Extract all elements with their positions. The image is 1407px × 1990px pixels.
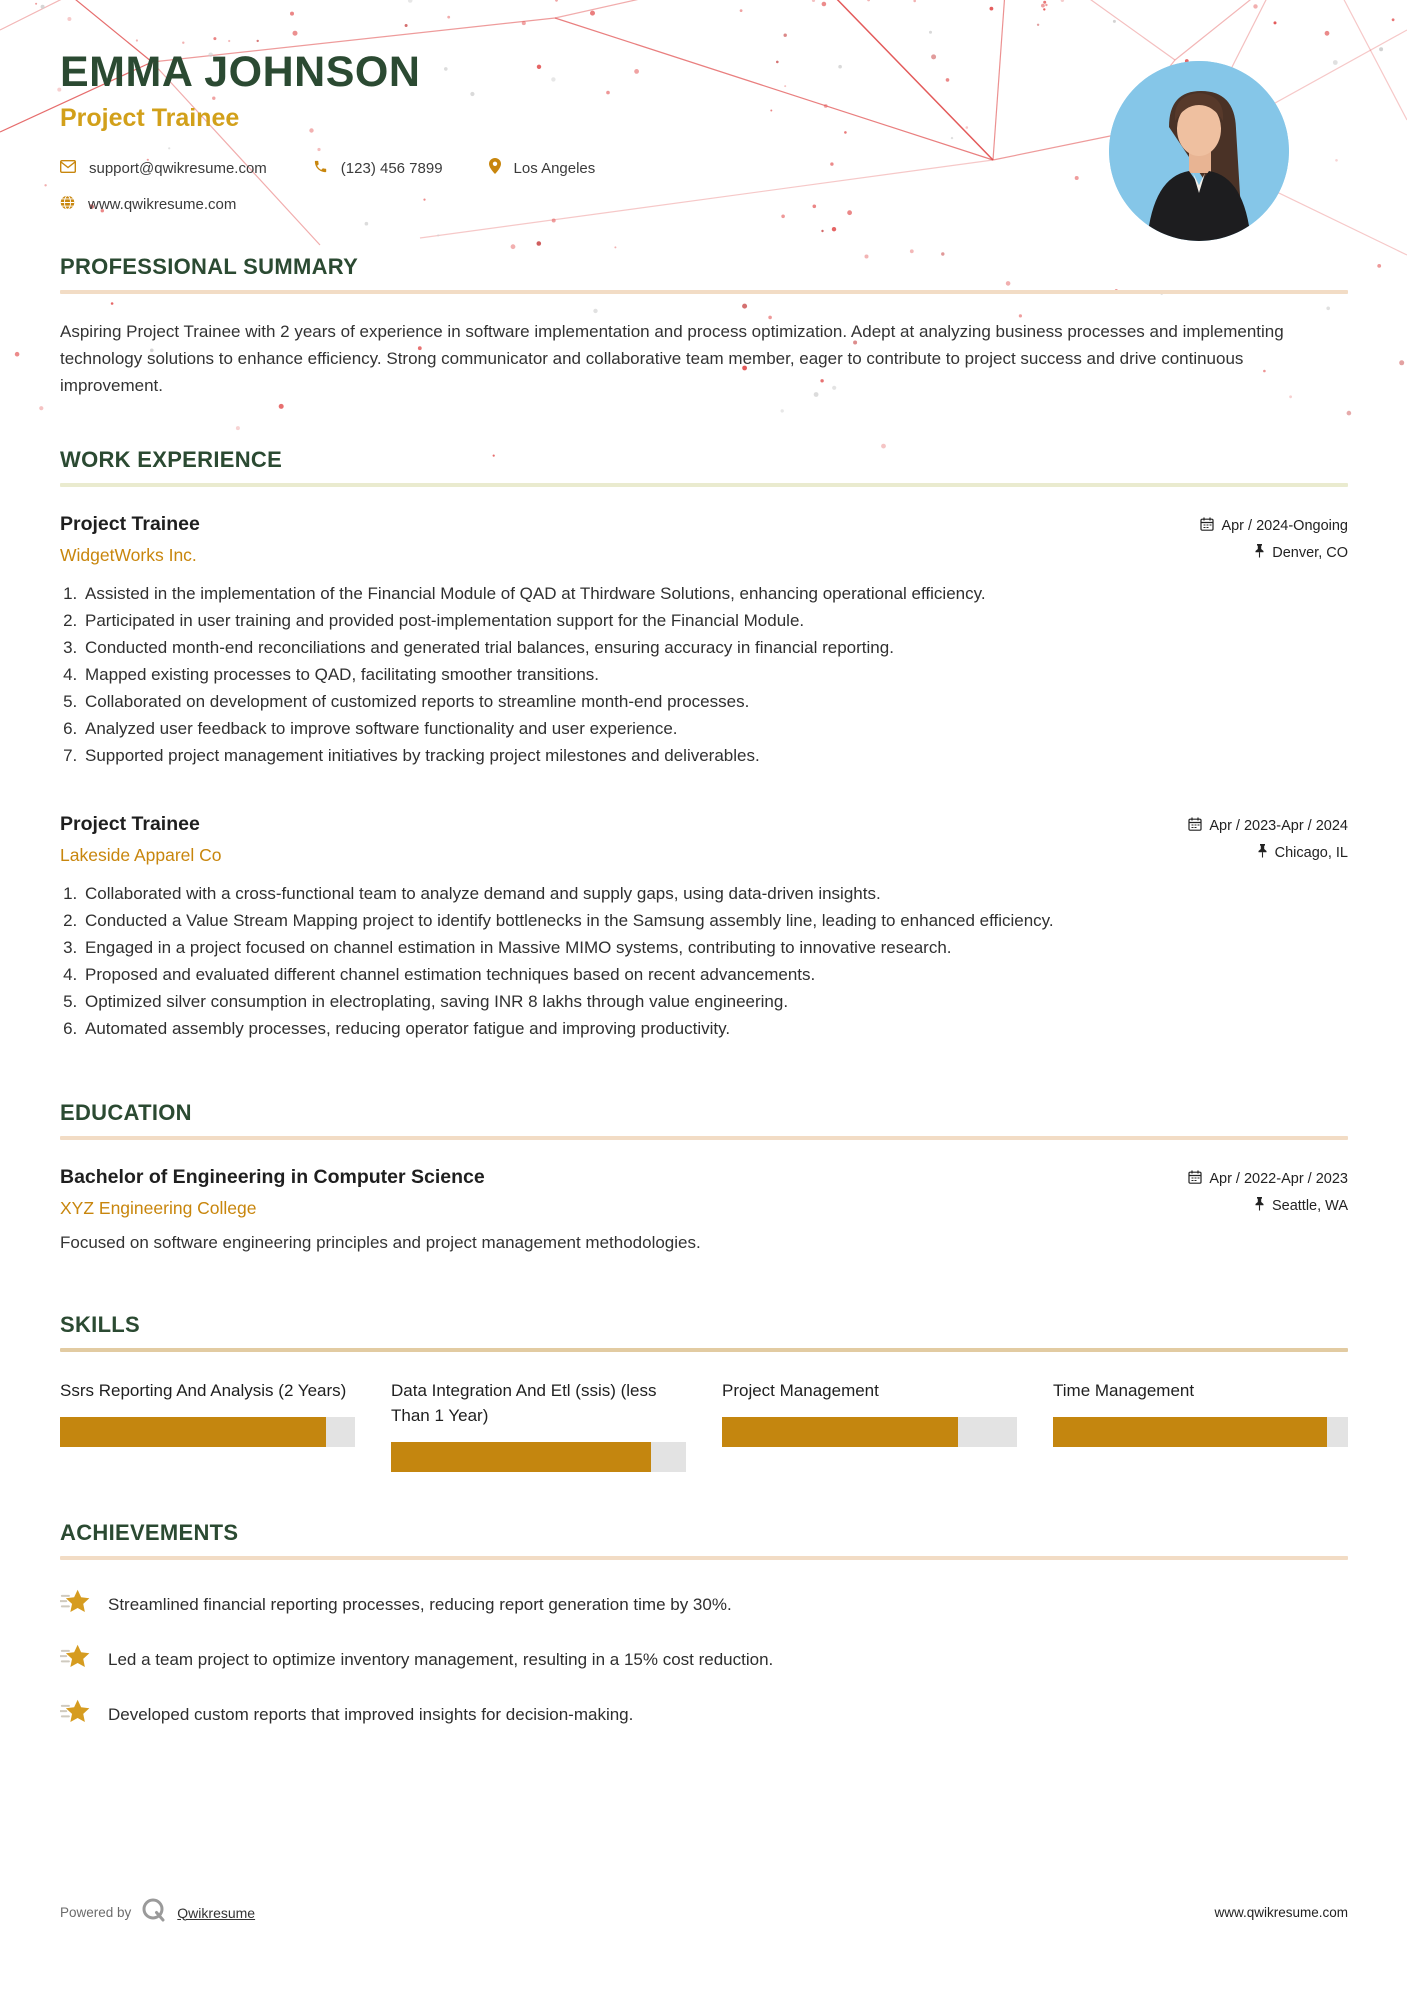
skills-grid bbox=[60, 1378, 1348, 1472]
education-entry bbox=[60, 1166, 1348, 1256]
job-bullet: 2. Conducted a Value Stream Mapping project to identify bottlenecks in the Samsung assembly line, leading to enhanced efficiency. bbox=[82, 907, 1348, 934]
job-title-block bbox=[60, 513, 200, 566]
star-icon bbox=[60, 1588, 90, 1621]
education-location-text: Seattle, WA bbox=[1271, 1198, 1348, 1215]
job-entry bbox=[60, 513, 1348, 769]
job-bullet: 1. Collaborated with a cross-functional team to analyze demand and supply gaps, using data-driven insights. bbox=[82, 880, 1348, 907]
footer bbox=[60, 1897, 1348, 1928]
job-title-block bbox=[60, 813, 222, 866]
skill-progress-fill bbox=[1053, 1417, 1327, 1447]
contact-location bbox=[489, 158, 596, 178]
job-header bbox=[60, 813, 1348, 866]
achievement-text: Led a team project to optimize inventory management, resulting in a 15% cost reduction. bbox=[108, 1649, 774, 1669]
achievement-item bbox=[60, 1698, 1348, 1731]
envelope-icon bbox=[60, 160, 76, 177]
phone-icon bbox=[313, 159, 328, 178]
person-name: EMMA JOHNSON bbox=[60, 48, 421, 96]
job-bullet: 5. Collaborated on development of customized reports to streamline month-end processes. bbox=[82, 688, 1348, 715]
qwikresume-logo-icon bbox=[141, 1897, 167, 1928]
job-bullet-list bbox=[60, 580, 1348, 769]
star-icon bbox=[60, 1698, 90, 1731]
section-heading: EDUCATION bbox=[60, 1100, 192, 1126]
job-bullet: 6. Automated assembly processes, reducing operator fatigue and improving productivity. bbox=[82, 1015, 1348, 1042]
job-location bbox=[1257, 844, 1348, 862]
avatar bbox=[1109, 61, 1289, 241]
section-professional-summary bbox=[60, 254, 1348, 399]
section-divider bbox=[60, 1556, 1348, 1560]
section-divider bbox=[60, 1136, 1348, 1140]
footer-branding bbox=[60, 1897, 255, 1928]
skill-label: Data Integration And Etl (ssis) (less Than 1 Year) bbox=[391, 1381, 657, 1426]
qwikresume-link[interactable]: Qwikresume bbox=[177, 1904, 256, 1921]
location-pin-icon bbox=[489, 158, 501, 178]
contact-email-text: support@qwikresume.com bbox=[89, 159, 267, 177]
company-name: WidgetWorks Inc. bbox=[60, 545, 197, 566]
calendar-icon bbox=[1200, 517, 1214, 535]
skill-progress-fill bbox=[722, 1417, 958, 1447]
job-date-text: Apr / 2023-Apr / 2024 bbox=[1209, 818, 1348, 835]
job-location-text: Denver, CO bbox=[1272, 545, 1348, 562]
skill-item bbox=[722, 1378, 1017, 1447]
skill-progress-track bbox=[722, 1417, 1017, 1447]
achievement-text: Streamlined financial reporting processes, reducing report generation time by 30%. bbox=[108, 1594, 732, 1614]
contact-phone bbox=[313, 159, 443, 178]
skill-label: Ssrs Reporting And Analysis (2 Years) bbox=[60, 1381, 347, 1401]
job-meta bbox=[1200, 513, 1348, 562]
section-divider bbox=[60, 483, 1348, 487]
person-job-title: Project Trainee bbox=[60, 104, 240, 133]
calendar-icon bbox=[1188, 1170, 1202, 1188]
job-entry bbox=[60, 813, 1348, 1042]
pushpin-icon bbox=[1254, 1197, 1265, 1215]
achievement-item bbox=[60, 1588, 1348, 1621]
footer-website: www.qwikresume.com bbox=[1214, 1905, 1348, 1920]
skill-progress-fill bbox=[391, 1442, 651, 1472]
job-dates bbox=[1200, 517, 1348, 535]
education-location bbox=[1254, 1197, 1348, 1215]
job-location bbox=[1254, 544, 1348, 562]
skill-label: Project Management bbox=[722, 1381, 879, 1401]
section-work-experience bbox=[60, 447, 1348, 1042]
achievement-list bbox=[60, 1588, 1348, 1731]
job-date-text: Apr / 2024-Ongoing bbox=[1221, 518, 1348, 535]
job-bullet: 3. Conducted month-end reconciliations and generated trial balances, ensuring accuracy in financial reporting. bbox=[82, 634, 1348, 661]
school-name: XYZ Engineering College bbox=[60, 1198, 257, 1219]
pushpin-icon bbox=[1254, 544, 1265, 562]
contact-location-text: Los Angeles bbox=[513, 159, 596, 177]
job-location-text: Chicago, IL bbox=[1274, 845, 1348, 862]
calendar-icon bbox=[1188, 817, 1202, 835]
skill-progress-track bbox=[391, 1442, 686, 1472]
section-heading: WORK EXPERIENCE bbox=[60, 447, 283, 473]
education-date-text: Apr / 2022-Apr / 2023 bbox=[1209, 1171, 1348, 1188]
company-name: Lakeside Apparel Co bbox=[60, 845, 222, 866]
section-divider bbox=[60, 290, 1348, 294]
contact-website-text: www.qwikresume.com bbox=[88, 196, 237, 214]
job-bullet-list bbox=[60, 880, 1348, 1042]
education-dates bbox=[1188, 1170, 1348, 1188]
contact-website bbox=[60, 195, 236, 214]
skill-progress-track bbox=[60, 1417, 355, 1447]
job-bullet: 2. Participated in user training and provided post-implementation support for the Financial Module. bbox=[82, 607, 1348, 634]
star-icon bbox=[60, 1643, 90, 1676]
job-bullet: 4. Proposed and evaluated different channel estimation techniques based on recent advancements. bbox=[82, 961, 1348, 988]
section-achievements bbox=[60, 1520, 1348, 1731]
section-divider bbox=[60, 1348, 1348, 1352]
job-header bbox=[60, 513, 1348, 566]
job-bullet: 3. Engaged in a project focused on channel estimation in Massive MIMO systems, contributing to innovative research. bbox=[82, 934, 1348, 961]
pushpin-icon bbox=[1257, 844, 1268, 862]
job-bullet: 5. Optimized silver consumption in electroplating, saving INR 8 lakhs through value engineering. bbox=[82, 988, 1348, 1015]
section-heading: ACHIEVEMENTS bbox=[60, 1520, 239, 1546]
section-heading: PROFESSIONAL SUMMARY bbox=[60, 254, 359, 280]
globe-icon bbox=[60, 195, 75, 214]
skill-progress-track bbox=[1053, 1417, 1348, 1447]
section-education bbox=[60, 1100, 1348, 1256]
education-meta bbox=[1188, 1166, 1348, 1215]
achievement-text: Developed custom reports that improved insights for decision-making. bbox=[108, 1704, 634, 1724]
job-bullet: 7. Supported project management initiatives by tracking project milestones and deliverables. bbox=[82, 742, 1348, 769]
job-bullet: 1. Assisted in the implementation of the Financial Module of QAD at Thirdware Solutions, enhancing operational efficiency. bbox=[82, 580, 1348, 607]
job-bullet: 4. Mapped existing processes to QAD, facilitating smoother transitions. bbox=[82, 661, 1348, 688]
skill-item bbox=[391, 1378, 686, 1472]
job-title: Project Trainee bbox=[60, 813, 200, 836]
degree-title: Bachelor of Engineering in Computer Science bbox=[60, 1166, 485, 1189]
skill-item bbox=[1053, 1378, 1348, 1447]
section-heading: SKILLS bbox=[60, 1312, 141, 1338]
contact-phone-text: (123) 456 7899 bbox=[340, 159, 443, 177]
job-meta bbox=[1188, 813, 1348, 862]
education-title-block bbox=[60, 1166, 485, 1219]
summary-text: Aspiring Project Trainee with 2 years of experience in software implementation and process optimization. Adept at analyzing business processes and implementing technology solutions to enhance efficiency. Strong communicator and collaborative team member, eager to contribute to project success and drive continuous improvement. bbox=[60, 322, 1284, 396]
education-header bbox=[60, 1166, 1348, 1219]
achievement-item bbox=[60, 1643, 1348, 1676]
job-bullet: 6. Analyzed user feedback to improve software functionality and user experience. bbox=[82, 715, 1348, 742]
job-title: Project Trainee bbox=[60, 513, 200, 536]
skill-label: Time Management bbox=[1053, 1381, 1195, 1401]
skill-progress-fill bbox=[60, 1417, 326, 1447]
section-skills bbox=[60, 1312, 1348, 1472]
job-dates bbox=[1188, 817, 1348, 835]
contact-email bbox=[60, 160, 267, 177]
skill-item bbox=[60, 1378, 355, 1447]
education-note: Focused on software engineering principles and project management methodologies. bbox=[60, 1233, 701, 1253]
profile-photo bbox=[1109, 61, 1289, 241]
powered-by-label: Powered by bbox=[60, 1905, 132, 1920]
